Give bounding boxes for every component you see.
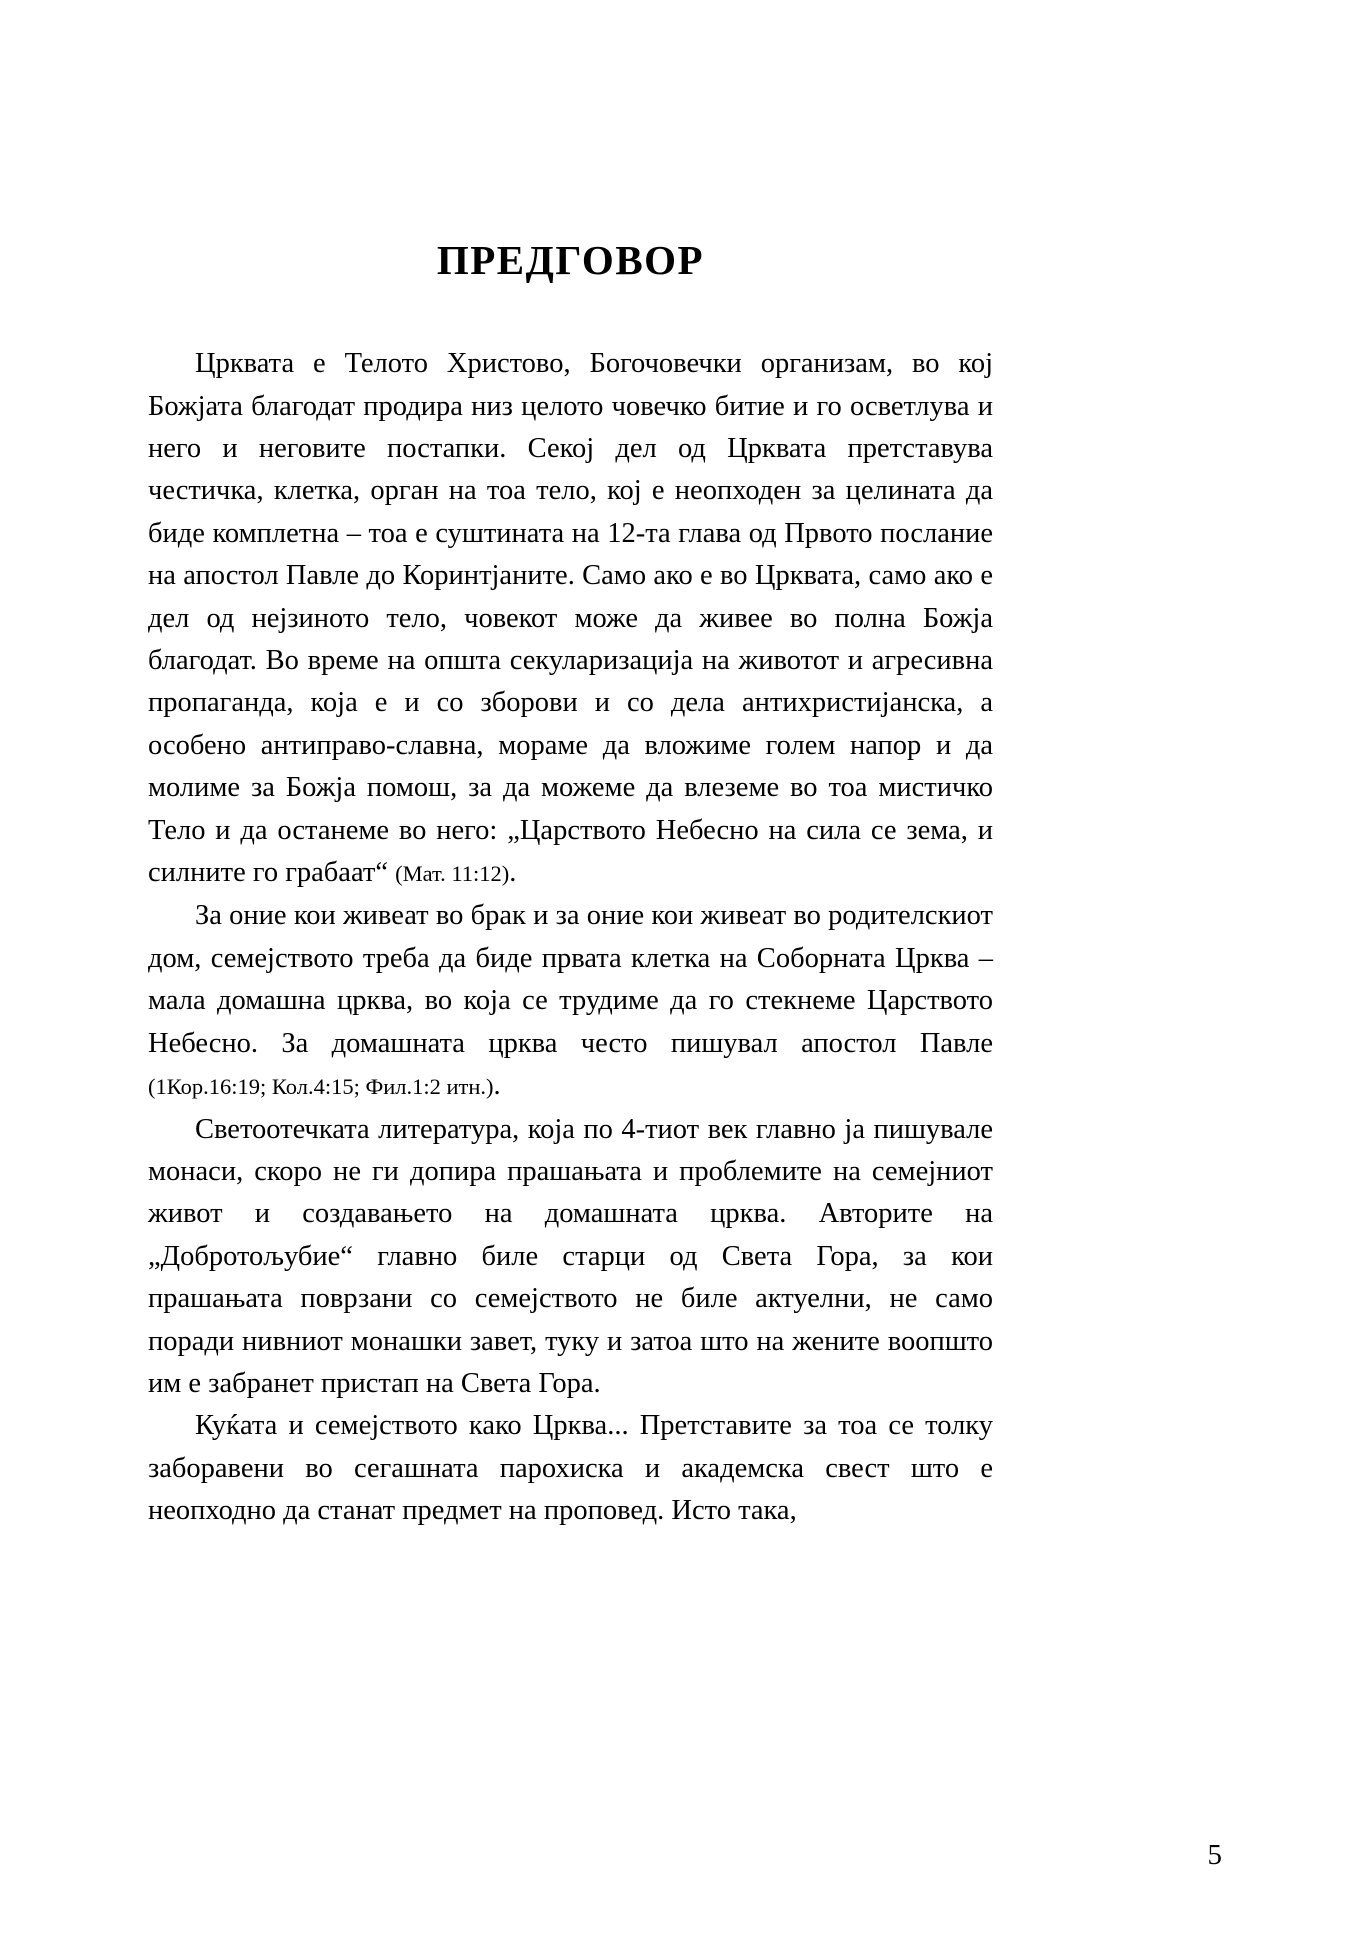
paragraph-4-text: Куќата и семејството како Црква... Претставите за тоа се толку заборавени во сегашната парохиска и академска свест што е неопходно да станат предмет на проповед. Исто така, [148,1410,993,1527]
paragraph-2-citation: (1Кор.16:19; Кол.4:15; Фил.1:2 итн.) [148,1074,494,1100]
paragraph-2 [148,895,993,1108]
body-text [148,343,993,1532]
paragraph-1-tail: . [509,857,517,889]
paragraph-2-text: За оние кои живеат во брак и за оние кои живеат во родителскиот дом, семејството треба да биде првата клетка на Соборната Црква – мала домашна црква, во која се трудиме да го стекнеме Царството Небесно. За домашната црква често пишувал апостол Павле [148,900,993,1059]
paragraph-1-citation: (Мат. 11:12) [395,861,510,887]
paragraph-1 [148,343,993,895]
paragraph-1-text: Црквата е Телото Христово, Богочовечки организам, во кој Божјата благодат продира низ целото човечко битие и го осветлува и него и неговите постапки. Секој дел од Црквата претставува честичка, клетка, орган на тоа тело, кој е неопходен за целината да биде комплетна – тоа е суштината на 12-та глава од Првото послание на апостол Павле до Коринтјаните. Само ако е во Црквата, само ако е дел од нејзиното тело, човекот може да живее во полна Божја благодат. Во време на општа секуларизација на животот и агресивна пропаганда, која е и со зборови и со дела антихристијанска, а особено антиправо-славна, мораме да вложиме голем напор и да молиме за Божја помош, за да можеме да влеземе во тоа мистичко Тело и да останеме во него: „Царството Небесно на сила се зема, и силните го грабаат“ [148,348,993,889]
paragraph-4 [148,1405,993,1532]
paragraph-2-tail: . [493,1070,501,1102]
paragraph-3 [148,1109,993,1406]
page-title: ПРЕДГОВОР [436,237,705,283]
page-number: 5 [1207,1839,1222,1871]
page-content [148,0,993,1533]
paragraph-3-text: Светоотечката литература, која по 4-тиот век главно ја пишувале монаси, скоро не ги допира прашањата и проблемите на семејниот живот и создавањето на домашната црква. Авторите на „Добротољубие“ главно биле старци од Света Гора, за кои прашањата поврзани со семејството не биле актуелни, не само поради нивниот монашки завет, туку и затоа што на жените воопшто им е забранет пристап на Света Гора. [148,1113,993,1399]
